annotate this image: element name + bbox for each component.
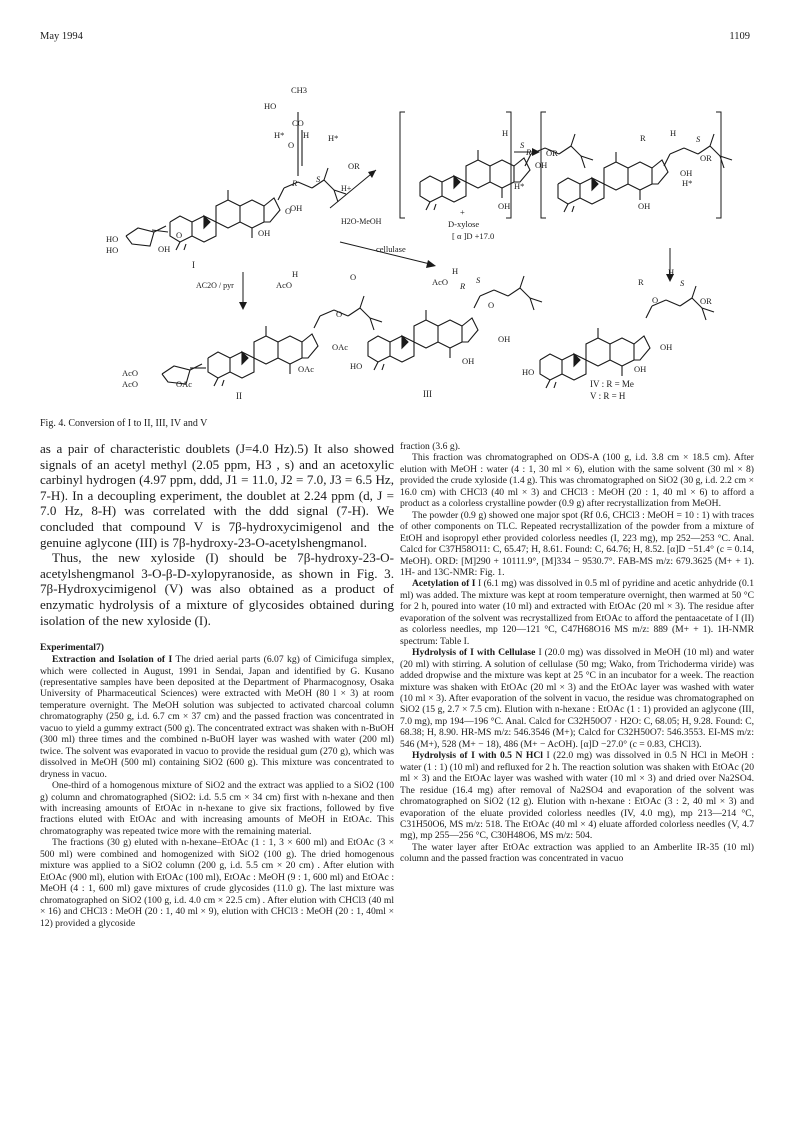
iv-s: S [680,278,685,288]
compound-III-structure [350,266,542,399]
final-paragraph: The water layer after EtOAc extraction was applied to an Amberlite IR-35 (10 ml) column and the passed fraction was concentrated in vacuo [400,841,754,865]
extraction-paragraph: The dried aerial parts (6.07 kg) of Cimicifuga simplex, which were collected in August, 1991 in Sendai, Japan and identified by G. Kusano (representative samples have been deposited at the Department of Pharmacognosy, Osaka University of Pharmaceutical Sciences) were extracted with MeOH (80 l × 3) at room temperature overnight. The MeOH solution was subjected to activated charcoal column chromatography (250 g, i.d. 6.7 cm × 37 cm) and the passed fraction was concentrated in vacuo to yield a gummy extract (500 g). The concentrated extract was shaken with n-BuOH (300 ml) three times and the combined n-BuOH layer was washed with water (200 ml) twice. The solvent was evaporated in vacuo to provide the residual gum (270 g), which was dissolved in MeOH (500 ml) containing SiO2 (600 g). This mixture was concentrated to dryness in vacuo. [40,654,394,780]
right-column [400,441,754,865]
subsection-hcl-title: Hydrolysis of I with 0.5 N HCl [412,750,543,762]
iii-aco: AcO [432,277,449,287]
running-header-date: May 1994 [40,31,83,42]
label-h: H [303,130,310,140]
int1-oh-7: OH [498,201,511,211]
figure-4-reaction-scheme [40,82,755,412]
int2-s: S [696,134,701,144]
ii-h: H [292,269,299,279]
label-plus: + [460,207,465,217]
right-paragraph-2: This fraction was chromatographed on ODS-A (100 g, i.d. 3.8 cm × 18.5 cm). After elution with MeOH : water (4 : 1, 30 ml × 6), elution with the same solvent (30 ml × 8) provided the crude xyloside (1.4 g). This was chromatographed on SiO2 (30 g, i.d. 2.2 cm × 16.0 cm) with CHCl3 (40 ml × 3) and CHCl3 : MeOH (20 : 1, 40 ml × 6) to afford a product as a colorless crystalline powder (0.9 g) after recrystallization from MeOH. [400,452,754,510]
iv-oh-7: OH [660,342,673,352]
label-xylose: D-xylose [448,219,480,229]
ii-oac-ring: OAc [298,364,315,374]
label-o-ketone: O [285,206,292,216]
subsection-extraction-title: Extraction and Isolation of I [52,654,173,666]
ii-aco-sugar: AcO [122,368,139,378]
right-paragraph-3: The powder (0.9 g) showed one major spot (Rf 0.6, CHCl3 : MeOH = 10 : 1) with traces of other components on TLC. Repeated recrystallization of the powder from a mixture of EtOH and isopropyl ether provided colorless needles (I, 223 mg), mp 252—253 °C. Anal. Calcd for C37H58O11: C, 65.47; H, 8.61. Found: C, 64.76; H, 8.52. [α]D −51.4° (c = 0.14, MeOH). ORD: [M]290 + 10111.9°, [M]334 − 9530.7°. FAB-MS m/z: 679.3625 (M+ + 1). 1H- and 13C-NMR: Fig. 1. [400,509,754,578]
label-rotation: [ α ]D +17.0 [452,231,495,241]
int1-r: R [526,147,532,157]
int1-oh: OH [535,160,548,170]
iv-or: OR [700,296,712,306]
page-number: 1109 [729,31,750,42]
iv-o: O [652,295,659,305]
label-h-star: H* [274,130,285,140]
lead-paragraph-2: Thus, the new xyloside (I) should be 7β-hydroxy-23-O-acetylshengmanol 3-O-β-D-xylopyranoside, as shown in Fig. 3. 7β-Hydroxycimigenol (V) was also obtained as a product of enzymatic hydrolysis of a mixture of glycosides obtained during isolation of the new xyloside (I). [40,550,394,628]
label-acid: H+ [341,184,352,193]
iii-oh-ring: OH [462,356,475,366]
iii-s: S [476,275,481,285]
label-r: R [292,178,298,188]
int2-or: OR [700,153,712,163]
ii-aco-sugar-2: AcO [122,379,139,389]
int2-hplus: H* [682,178,693,188]
compound-II-structure [122,269,382,401]
label-o: O [288,140,295,150]
int2-rh: R [640,133,646,143]
label-s: S [316,174,321,184]
label-compound-IV: IV : R = Me [590,379,634,389]
label-oh-sugar: OH [158,244,171,254]
label-ho-sugar: HO [106,234,119,244]
int1-hplus: H* [514,181,525,191]
int2-oh: OH [680,168,693,178]
section-heading-experimental: Experimental7) [40,642,104,654]
iii-ho: HO [350,361,363,371]
ii-o-ketone: O [336,309,343,319]
compound-IV-V-structure [522,267,714,401]
left-column [40,441,394,929]
int1-h: H [502,128,509,138]
int2-oh-7: OH [638,201,651,211]
ii-aco: AcO [276,280,293,290]
int1-or: OR [546,148,558,158]
intermediate-2 [541,112,732,218]
lead-text [40,441,394,628]
label-ho-top: HO [264,101,277,111]
iii-h: H [452,266,459,276]
int1-s: S [520,140,525,150]
iv-ho: HO [522,367,535,377]
label-solvent: H2O-MeOH [341,217,382,226]
label-compound-II: II [236,391,242,401]
ii-o: O [350,272,357,282]
label-co: CO [292,118,304,128]
acetylation-arrow [196,272,247,310]
label-compound-III: III [423,389,432,399]
iv-oh-ring: OH [634,364,647,374]
experimental-section [40,642,394,929]
label-compound-I: I [192,260,195,270]
ii-oac-7: OAc [332,342,349,352]
int2-h: H [670,128,677,138]
label-acylation: AC2O / pyr [196,281,234,290]
chromatography-paragraph: One-third of a homogenous mixture of SiO2 and the extract was applied to a SiO2 (100 g) column and chromatographed (SiO2: i.d. 5.5 cm × 34 cm) first with n-hexane and then with increasing amounts of EtOAc in n-hexane to give six fractions, followed by five fractions eluted with EtOAc and with increasing amounts of MeOH in EtOAc. This chromatography was repeated twice more with the remaining material. [40,780,394,837]
acetylation-paragraph: I (6.1 mg) was dissolved in 0.5 ml of pyridine and acetic anhydride (0.1 ml) was added. The mixture was kept at room temperature overnight, then warmed at 50 °C for 2 h, poured into water (10 ml) and extracted with EtOAc (20 ml × 3). The residue after evaporation of the solvent was recrystallized from EtOAc to afford the pentaacetate of I (II) as colorless needles, mp 120—121 °C, C47H68O16 MS m/z: 889 (M+ + 1). 1H-NMR spectrum: Table I. [400,578,754,647]
acid-reaction-arrow [330,170,382,226]
fractions-paragraph: The fractions (30 g) eluted with n-hexane–EtOAc (1 : 1, 3 × 600 ml) and EtOAc (3 × 500 ml) were combined and homogenized with SiO2 (100 g). The dried homogenous mixture was applied to a SiO2 column (200 g, i.d. 5.5 cm × 20 cm) . After elution with EtOAc (900 ml), elution with EtOAc (100 ml), EtOAc : MeOH (9 : 1, 600 ml) and EtOAc : MeOH (4 : 1, 600 ml) gave mixtures of crude glycosides (11.0 g). The last mixture was chromatographed on SiO2 (100 g, i.d. 4.0 cm × 22.5 cm) . After elution with CHCl3 (40 ml × 16) and CHCl3 : MeOH (20 : 1, 40 ml × 9), elution with CHCl3 : MeOH (20 : 1, 40ml × 12) provided a glycoside [40,837,394,929]
label-ho-sugar-2: HO [106,245,119,255]
ii-oac-sugar: OAc [176,379,193,389]
iv-rh: R [638,277,644,287]
label-oh-ring: OH [258,228,271,238]
iii-oh-7: OH [498,334,511,344]
label-h-star-2: H* [328,133,339,143]
subsection-acetylation-title: Acetylation of I [412,578,476,590]
cellulase-paragraph: I (20.0 mg) was dissolved in MeOH (10 ml) and water (20 ml) with stirring. A solution of cellulase (50 mg; Wako, from Trichoderma viride) was added dropwise and the mixture was kept at 25 °C in an incubator for a week. The reaction mixture was shaken with EtOAc (20 ml × 3) and the EtOAc layer was washed with water (10 ml × 3). After evaporation of the solvent in vacuo, the residue was chromatographed on SiO2 (15 g, 2.7 × 7.5 cm). Elution with n-hexane : EtOAc (1 : 1) provided an aglycone (III, 7.0 mg), mp 194—196 °C. Anal. Calcd for C32H50O7 · H2O: C, 68.05; H, 9.28. Found: C, 68.38; H, 8.90. HR-MS m/z: 546.3546 (M+); Calcd for C32H50O7: 546.3553. EI-MS m/z: 546 (M+), 528 (M+ − 18), 486 (M+ − AcOH). [α]D −27.0° (c = 0.83, CHCl3). [400,647,754,750]
compound-I-structure [106,85,360,270]
cellulase-arrow [340,242,436,268]
lead-paragraph-1: as a pair of characteristic doublets (J=4.0 Hz).5) It also showed signals of an acetyl methyl (2.05 ppm, H3 , s) and an acetoxylic carbinyl hydrogen (4.97 ppm, ddd, J1 = 11.0, J2 = 7.0, J3 = 6.5 Hz, 7-H). In a decoupling experiment, the doublet at 2.24 ppm (d, J = 7.0 Hz, 8-H) was correlated with the ddd signal (7-H). We concluded that compound V is 7β-hydroxycimigenol and the genuine aglycone (III) is 7β-hydroxy-23-O-acetylshengmanol. [40,441,394,550]
label-o-glyc: O [176,230,183,240]
iii-r: R [460,281,466,291]
label-compound-V: V : R = H [590,391,626,401]
iii-o: O [488,300,495,310]
figure-caption: Fig. 4. Conversion of I to II, III, IV and V [40,418,208,429]
label-oh-7: OH [290,203,303,213]
label-cellulase: cellulase [376,244,406,254]
label-or: OR [348,161,360,171]
label-ch3: CH3 [291,85,308,95]
hcl-paragraph: I (22.0 mg) was dissolved in 0.5 N HCl in MeOH : water (1 : 1) (10 ml) and refluxed for 2 h. The reaction solution was shaken with EtOAc (20 ml × 3) and the EtOAc layer was washed with water (10 ml × 3) and dried over Na2SO4. The residue (16.4 mg) after removal of Na2SO4 and evaporation of the solvent was chromatographed on SiO2 (12 g). Elution with n-hexane : EtOAc (3 : 2, 40 ml × 3) and evaporation of the eluate provided colorless needles (IV, 4.0 mg), mp 213—214 °C, C31H50O6, MS m/z: 518. The EtOAc (40 ml × 4) eluate afforded colorless needles (V, 4.7 mg), mp 255—256 °C, C30H48O6, MS m/z: 504. [400,750,754,842]
iv-h: H [668,267,675,277]
right-paragraph-1: fraction (3.6 g). [400,441,461,452]
subsection-cellulase-title: Hydrolysis of I with Cellulase [412,647,536,659]
